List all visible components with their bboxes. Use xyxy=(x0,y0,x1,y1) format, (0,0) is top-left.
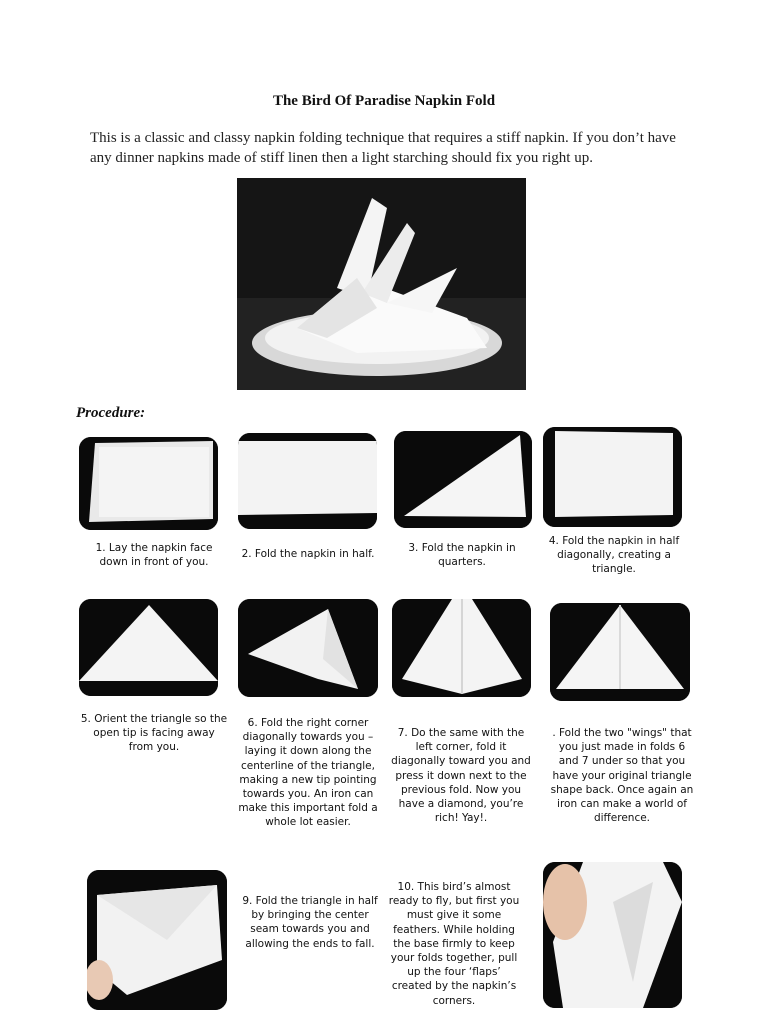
step-10-photo xyxy=(543,862,682,1008)
step-6-caption: 6. Fold the right corner diagonally towards you – laying it down along the centerline of the triangle, making a new tip pointing towards you. An iron can make this important fold a whole lot easier. xyxy=(238,717,378,829)
step-5-caption: 5. Orient the triangle so the open tip is facing away from you. xyxy=(80,713,228,754)
step-4-caption: 4. Fold the napkin in half diagonally, creating a triangle. xyxy=(548,535,680,576)
step-6-photo xyxy=(238,599,378,697)
procedure-heading: Procedure: xyxy=(76,405,146,421)
step-2-photo xyxy=(238,433,377,529)
hero-photo-finished-fold xyxy=(237,178,526,390)
step-7-photo xyxy=(392,599,531,697)
step-8-photo xyxy=(550,603,690,701)
step-1-photo xyxy=(79,437,218,530)
step-7-caption: 7. Do the same with the left corner, fold it diagonally toward you and press it down next to the previous fold. Now you have a diamond, you’re rich! Yay!. xyxy=(391,727,531,825)
document-title: The Bird Of Paradise Napkin Fold xyxy=(272,93,496,109)
step-2-caption: 2. Fold the napkin in half. xyxy=(241,548,375,560)
step-10-caption: 10. This bird’s almost ready to fly, but first you must give it some feathers. While holding the base firmly to keep your folds together, pull up the four ‘flaps’ created by the napkin’s corners. xyxy=(388,881,520,1007)
step-3-caption: 3. Fold the napkin in quarters. xyxy=(408,542,516,569)
step-5-photo xyxy=(79,599,218,696)
step-9-photo xyxy=(87,870,227,1010)
step-3-photo xyxy=(394,431,532,528)
intro-paragraph: This is a classic and classy napkin folding technique that requires a stiff napkin. If you don’t have any dinner napkins made of stiff linen then a light starching should fix you right up. xyxy=(90,130,676,166)
step-8-caption: . Fold the two "wings" that you just made in folds 6 and 7 under so that you have your original triangle shape back. Once again an iron can make a world of difference. xyxy=(550,727,694,825)
step-4-photo xyxy=(543,427,682,527)
step-9-caption: 9. Fold the triangle in half by bringing the center seam towards you and allowing the ends to fall. xyxy=(242,895,378,950)
step-1-caption: 1. Lay the napkin face down in front of you. xyxy=(95,542,213,569)
